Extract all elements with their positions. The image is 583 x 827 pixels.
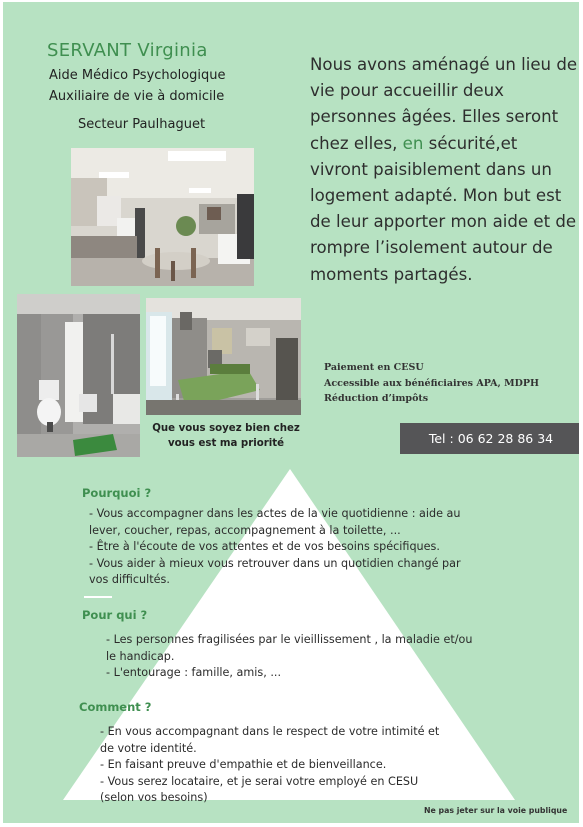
photo-bathroom — [17, 294, 140, 457]
section-title-pourquoi: Pourquoi ? — [82, 486, 152, 500]
provider-role-2: Auxiliaire de vie à domicile — [49, 89, 225, 104]
provider-role-1: Aide Médico Psychologique — [49, 68, 226, 83]
section-title-pour-qui: Pour qui ? — [82, 608, 148, 622]
divider — [84, 596, 112, 598]
intro-accent-word: en — [402, 133, 424, 153]
payment-line-apa: Accessible aux bénéficiaires APA, MDPH — [324, 377, 540, 389]
photo-caption: Que vous soyez bien chez vous est ma priorité — [152, 423, 300, 449]
photo-bedroom — [146, 298, 301, 415]
footer-notice: Ne pas jeter sur la voie publique — [424, 806, 568, 815]
section-line: lever, coucher, repas, accompagnement à la toilette, ... — [89, 523, 401, 537]
payment-info — [324, 360, 539, 407]
intro-text-1: Nous avons aménagé un lieu de vie pour accueillir deux personnes âgées. Elles seront chez elles, — [310, 55, 578, 153]
section-line: - En vous accompagnant dans le respect de votre intimité et — [100, 725, 440, 738]
phone-banner[interactable]: Tel : 06 62 28 86 34 — [400, 423, 579, 454]
flyer-page — [3, 2, 579, 823]
payment-line-tax: Réduction d’impôts — [324, 393, 429, 404]
section-line: - Être à l'écoute de vos attentes et de vos besoins spécifiques. — [89, 540, 440, 553]
payment-line-cesu: Paiement en CESU — [324, 362, 424, 373]
section-line: - Les personnes fragilisées par le vieillissement , la maladie et/ou — [106, 633, 473, 646]
intro-text-2: sécurité,et vivront paisiblement dans un logement adapté. Mon but est de leur apporter mon aide et de rompre l’isolement autour de moments partagés. — [310, 133, 577, 284]
section-line: le handicap. — [106, 649, 175, 663]
provider-name: SERVANT Virginia — [47, 40, 208, 61]
section-line: - L'entourage : famille, amis, ... — [106, 666, 282, 679]
photo-living-room — [71, 148, 254, 286]
section-line: de votre identité. — [100, 741, 197, 755]
section-title-comment: Comment ? — [79, 700, 152, 714]
section-body-pour-qui — [106, 632, 472, 682]
section-body-comment — [100, 724, 439, 807]
section-line: - En faisant preuve d'empathie et de bienveillance. — [100, 758, 387, 771]
section-line: - Vous aider à mieux vous retrouver dans un quotidien changé par — [89, 556, 461, 570]
section-line: - Vous serez locataire, et je serai votre employé en CESU — [100, 774, 419, 788]
section-line: (selon vos besoins) — [100, 791, 208, 804]
intro-paragraph — [310, 52, 579, 288]
section-line: - Vous accompagner dans les actes de la vie quotidienne : aide au — [89, 507, 461, 520]
section-line: vos difficultés. — [89, 573, 170, 586]
section-body-pourquoi — [89, 506, 461, 589]
provider-sector: Secteur Paulhaguet — [78, 117, 206, 132]
